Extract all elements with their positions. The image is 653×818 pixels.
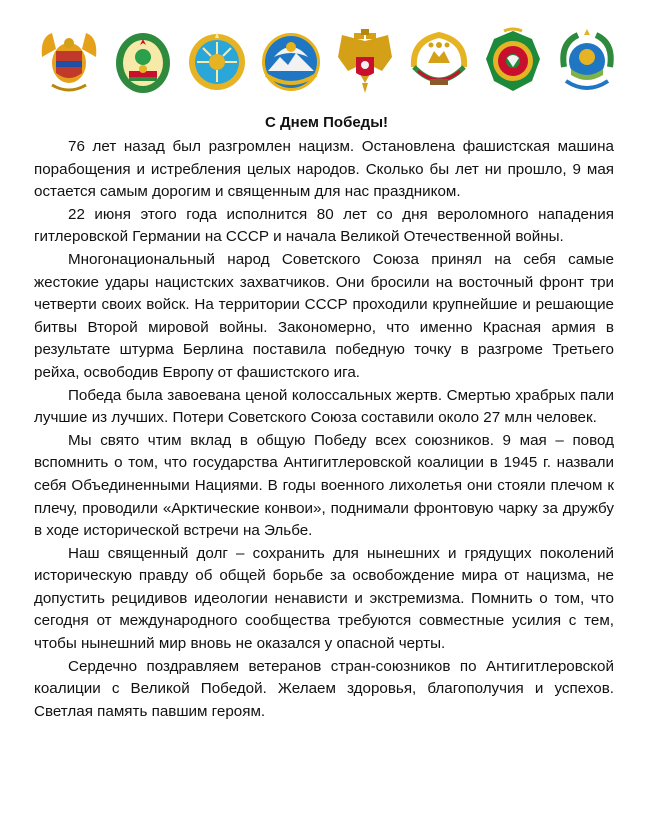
paragraph: 76 лет назад был разгромлен нацизм. Остановлена фашистская машина порабощения и истребления целых народов. Сколько бы лет ни прошло, 9 мая остается самым дорогим и священным для нас праздником. bbox=[34, 138, 614, 201]
emblems-row bbox=[38, 24, 618, 100]
turkmenistan-emblem-icon bbox=[482, 27, 544, 97]
paragraph: 22 июня этого года исполнится 80 лет со дня вероломного нападения гитлеровской Германии на СССР и начала Великой Отечественной войны. bbox=[34, 205, 614, 246]
paragraph: Наш священный долг – сохранить для нынешних и грядущих поколений историческую правду об общей борьбе за освобождение мира от нацизма, не допустить рецидивов идеологии ненависти и экстремизма. Помнить о том, что сегодня от международного сообщества требуются совместные усилия с тем, чтобы нынешний мир вновь не оказался у опасной черты. bbox=[34, 544, 614, 653]
russia-emblem-icon bbox=[334, 27, 396, 97]
paragraph: Многонациональный народ Советского Союза принял на себя самые жестокие удары нацистских захватчиков. Они бросили на восточный фронт три четверти своих войск. На территории СССР проходили крупнейшие и решающие битвы Второй мировой войны. Закономерно, что именно Красная армия в результате штурма Берлина поставила победную точку в разгроме Третьего рейха, освободив Европу от фашистского ига. bbox=[34, 250, 614, 381]
kazakhstan-emblem-icon bbox=[186, 27, 248, 97]
belarus-emblem-icon bbox=[112, 27, 174, 97]
letter-body bbox=[34, 136, 614, 723]
paragraph: Победа была завоевана ценой колоссальных жертв. Смертью храбрых пали лучшие из лучших. Потери Советского Союза составили около 27 млн человек. bbox=[34, 386, 614, 427]
tajikistan-emblem-icon bbox=[408, 27, 470, 97]
armenia-emblem-icon bbox=[38, 27, 100, 97]
uzbekistan-emblem-icon bbox=[556, 27, 618, 97]
paragraph: Сердечно поздравляем ветеранов стран-союзников по Антигитлеровской коалиции с Великой Победой. Желаем здоровья, благополучия и успехов. Светлая память павшим героям. bbox=[34, 657, 614, 720]
paragraph: Мы свято чтим вклад в общую Победу всех союзников. 9 мая – повод вспомнить о том, что государства Антигитлеровской коалиции в 1945 г. назвали себя Объединенными Нациями. В годы военного лихолетья они стояли плечом к плечу, проводили «Арктические конвои», поднимали фронтовую чарку за дружбу в ходе исторической встречи на Эльбе. bbox=[34, 431, 614, 540]
page-title: С Днем Победы! bbox=[264, 114, 389, 131]
kyrgyzstan-emblem-icon bbox=[260, 27, 322, 97]
